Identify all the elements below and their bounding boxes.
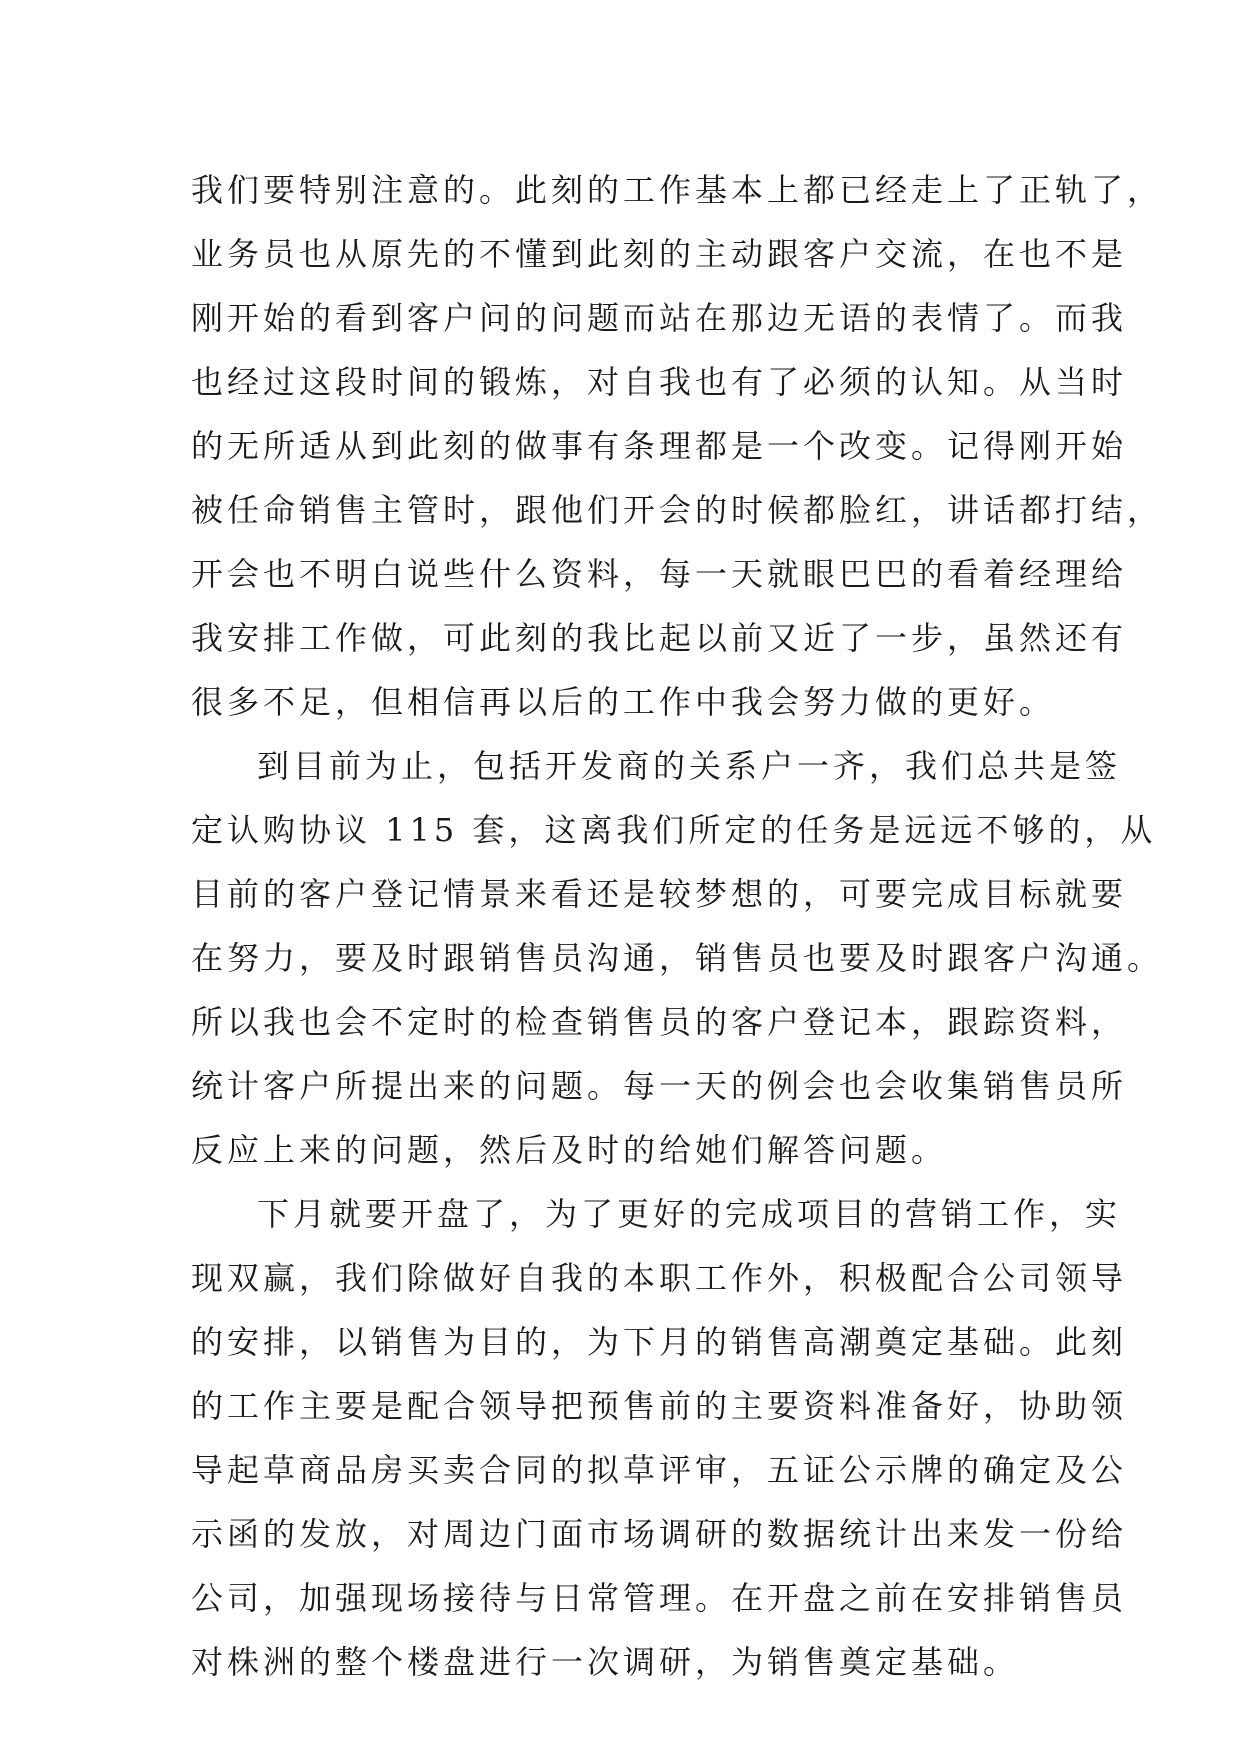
text-line-7: 开会也不明白说些什么资料，每一天就眼巴巴的看着经理给 [191,555,1128,593]
text-line-20: 的工作主要是配合领导把预售前的主要资料准备好，协助领 [191,1387,1128,1425]
text-line-12: 目前的客户登记情景来看还是较梦想的，可要完成目标就要 [191,875,1128,913]
paragraph-start-line-10: 到目前为止，包括开发商的关系户一齐，我们总共是签 [257,747,1122,785]
text-line-19: 的安排，以销售为目的，为下月的销售高潮奠定基础。此刻 [191,1323,1128,1361]
text-line-16: 反应上来的问题，然后及时的给她们解答问题。 [191,1131,948,1169]
text-line-8: 我安排工作做，可此刻的我比起以前又近了一步，虽然还有 [191,619,1128,657]
text-line-15: 统计客户所提出来的问题。每一天的例会也会收集销售员所 [191,1067,1128,1105]
text-line-3: 刚开始的看到客户问的问题而站在那边无语的表情了。而我 [191,299,1128,337]
text-line-14: 所以我也会不定时的检查销售员的客户登记本，跟踪资料， [191,1003,1128,1041]
text-line-5: 的无所适从到此刻的做事有条理都是一个改变。记得刚开始 [191,427,1128,465]
text-line-22: 示函的发放，对周边门面市场调研的数据统计出来发一份给 [191,1515,1128,1553]
text-line-21: 导起草商品房买卖合同的拟草评审，五证公示牌的确定及公 [191,1451,1128,1489]
paragraph-start-line-17: 下月就要开盘了，为了更好的完成项目的营销工作，实 [257,1195,1122,1233]
text-line-11: 定认购协议 115 套，这离我们所定的任务是远远不够的，从 [191,811,1157,849]
text-line-24: 对株洲的整个楼盘进行一次调研，为销售奠定基础。 [191,1643,1020,1681]
text-line-23: 公司，加强现场接待与日常管理。在开盘之前在安排销售员 [191,1579,1128,1617]
document-body [191,158,1164,1694]
text-line-2: 业务员也从原先的不懂到此刻的主动跟客户交流，在也不是 [191,235,1128,273]
text-line-1: 我们要特别注意的。此刻的工作基本上都已经走上了正轨了， [191,171,1164,209]
text-line-18: 现双赢，我们除做好自我的本职工作外，积极配合公司领导 [191,1259,1128,1297]
text-line-9: 很多不足，但相信再以后的工作中我会努力做的更好。 [191,683,1056,721]
text-line-4: 也经过这段时间的锻炼，对自我也有了必须的认知。从当时 [191,363,1128,401]
text-line-13: 在努力，要及时跟销售员沟通，销售员也要及时跟客户沟通。 [191,939,1164,977]
text-line-6: 被任命销售主管时，跟他们开会的时候都脸红，讲话都打结， [191,491,1164,529]
